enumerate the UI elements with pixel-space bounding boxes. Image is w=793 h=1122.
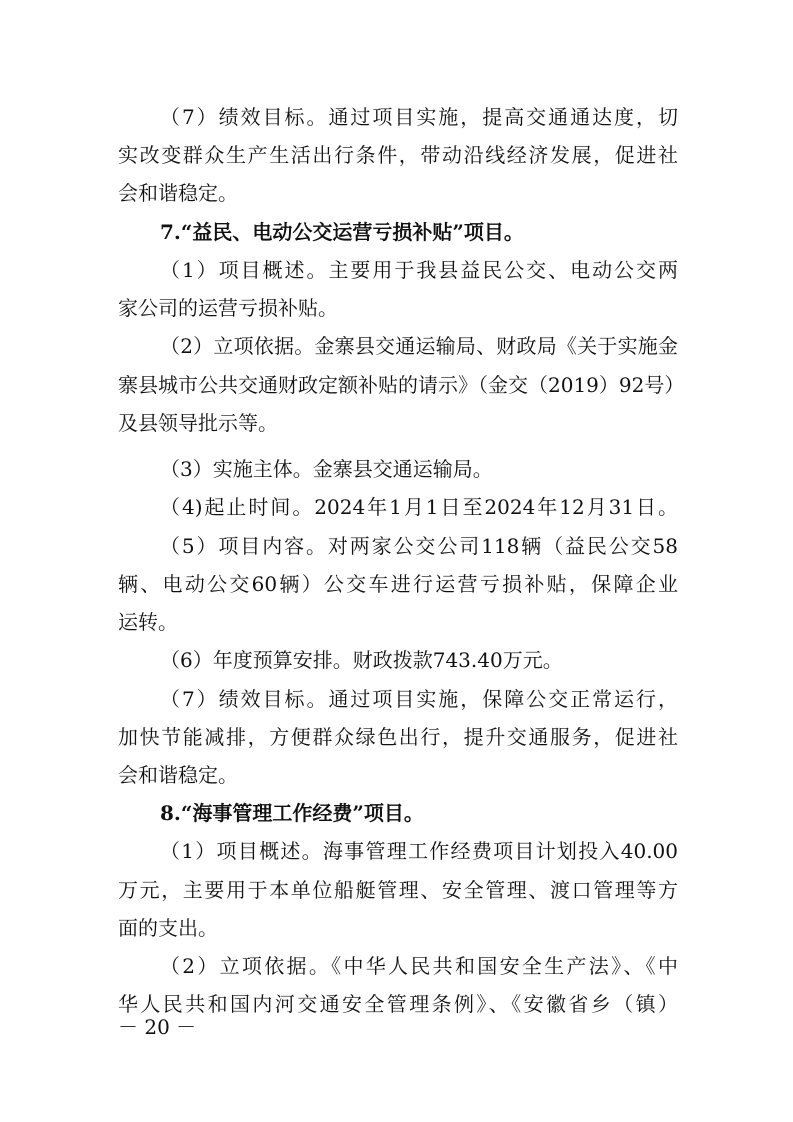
paragraph-line: （5）项目内容。对两家公交公司118辆（益民公交58 bbox=[160, 534, 678, 558]
paragraph-line: 寨县城市公共交通财政定额补贴的请示》（金交（2019）92号） bbox=[118, 373, 685, 397]
paragraph-line: （7）绩效目标。通过项目实施，提高交通通达度，切 bbox=[160, 105, 678, 129]
paragraph-line: 家公司的运营亏损补贴。 bbox=[118, 296, 338, 320]
section-heading: 8.“海事管理工作经费”项目。 bbox=[160, 801, 424, 825]
paragraph-line: （3）实施主体。金寨县交通运输局。 bbox=[160, 457, 493, 481]
paragraph-line: （6）年度预算安排。财政拨款743.40万元。 bbox=[160, 648, 563, 672]
paragraph-line: 实改变群众生产生活出行条件，带动沿线经济发展，促进社 bbox=[118, 143, 678, 167]
paragraph-line: 万元，主要用于本单位船艇管理、安全管理、渡口管理等方 bbox=[118, 878, 678, 902]
paragraph-line: （2）立项依据。《中华人民共和国安全生产法》、《中 bbox=[160, 954, 678, 978]
paragraph-line: （1）项目概述。主要用于我县益民公交、电动公交两 bbox=[160, 258, 678, 282]
paragraph-line: 面的支出。 bbox=[118, 916, 218, 940]
paragraph-line: 会和谐稳定。 bbox=[118, 763, 238, 787]
paragraph-line: （4)起止时间。2024年1月1日至2024年12月31日。 bbox=[160, 495, 678, 519]
paragraph-line: 加快节能减排，方便群众绿色出行，提升交通服务，促进社 bbox=[118, 725, 678, 749]
paragraph-line: （7）绩效目标。通过项目实施，保障公交正常运行， bbox=[160, 687, 678, 711]
paragraph-line: （1）项目概述。海事管理工作经费项目计划投入40.00 bbox=[160, 839, 678, 863]
paragraph-line: 辆、电动公交60辆）公交车进行运营亏损补贴，保障企业 bbox=[118, 572, 678, 596]
paragraph-line: 会和谐稳定。 bbox=[118, 181, 238, 205]
paragraph-line: 及县领导批示等。 bbox=[118, 411, 278, 435]
section-heading: 7.“益民、电动公交运营亏损补贴”项目。 bbox=[160, 220, 524, 244]
paragraph-line: 华人民共和国内河交通安全管理条例》、《安徽省乡（镇） bbox=[118, 992, 678, 1016]
paragraph-line: （2）立项依据。金寨县交通运输局、财政局《关于实施金 bbox=[160, 334, 678, 358]
paragraph-line: 运转。 bbox=[118, 610, 178, 634]
page-number: － 20 － bbox=[118, 1015, 197, 1039]
